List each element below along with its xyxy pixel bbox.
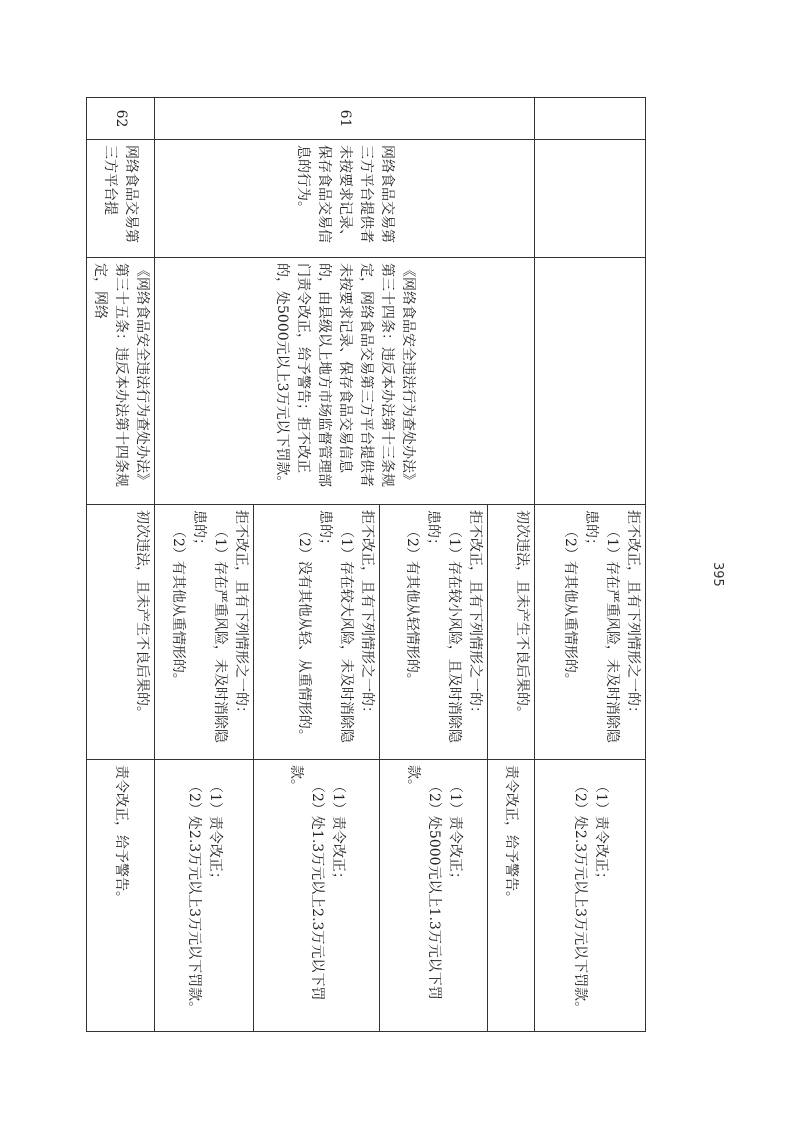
penalty-line: （1）责令改正； bbox=[447, 779, 463, 886]
circumstance-cell bbox=[87, 505, 155, 760]
table-row bbox=[535, 98, 646, 1032]
circumstance-line: 拒不改正，且有下列情形之一的： bbox=[467, 510, 483, 720]
behavior-cell bbox=[87, 140, 155, 258]
penalty-line: （2）处2.3万元以上3万元以下罚款。 bbox=[186, 779, 202, 1016]
penalty-cell bbox=[155, 760, 254, 1032]
circumstance-line: （2）有其他从重情形的。 bbox=[562, 524, 578, 687]
row-number-cell bbox=[535, 98, 646, 140]
penalty-line: （1）责令改正； bbox=[207, 779, 223, 886]
behavior-text: 网络食品交易第三方平台提供者未按要求记录、保存食品交易信息的行为。 bbox=[295, 145, 395, 243]
circumstance-line: （1）存在较小风险，且及时消除隐患的； bbox=[425, 510, 462, 743]
penalty-cell bbox=[535, 760, 646, 1032]
page-number: 395 bbox=[710, 562, 725, 587]
penalty-cell bbox=[254, 760, 380, 1032]
basis-cell bbox=[155, 258, 535, 505]
circumstance-cell bbox=[535, 505, 646, 760]
penalty-line: （2）处5000元以上1.3万元以下罚款。 bbox=[405, 765, 442, 1000]
rotated-table-wrapper bbox=[92, 97, 646, 1031]
circumstance-line: 拒不改正，且有下列情形之一的： bbox=[233, 510, 249, 720]
circumstance-line: （1）存在严重风险，未及时消除隐患的； bbox=[191, 510, 228, 743]
penalty-line: （1）责令改正； bbox=[330, 779, 346, 886]
penalty-line: （1）责令改正； bbox=[593, 779, 609, 886]
table-row bbox=[488, 98, 535, 1032]
circumstance-line: （2）有其他从轻情形的。 bbox=[404, 524, 420, 687]
circumstance-cell bbox=[155, 505, 254, 760]
penalty-line: （2）处1.3万元以上2.3万元以下罚款。 bbox=[288, 765, 325, 1001]
basis-cell bbox=[87, 258, 155, 505]
circumstance-line: （2）没有其他从轻、从重情形的。 bbox=[296, 524, 312, 743]
penalty-line: （2）处2.3万元以上3万元以下罚款。 bbox=[572, 779, 588, 1016]
circumstance-line: 拒不改正，且有下列情形之一的： bbox=[625, 510, 641, 720]
circumstance-line: 初次违法，且未产生不良后果的。 bbox=[514, 510, 530, 720]
circumstance-line: （1）存在较大风险，未及时消除隐患的； bbox=[317, 510, 354, 743]
penalty-cell bbox=[87, 760, 155, 1032]
circumstance-line: （2）有其他从重情形的。 bbox=[170, 524, 186, 687]
penalty-standard-table bbox=[86, 97, 646, 1032]
basis-cell bbox=[535, 258, 646, 505]
circumstance-cell bbox=[254, 505, 380, 760]
row-number-cell: 62 bbox=[87, 98, 155, 140]
penalty-cell bbox=[488, 760, 535, 1032]
table-row bbox=[87, 98, 155, 1032]
circumstance-line: 初次违法，且未产生不良后果的。 bbox=[134, 510, 150, 720]
basis-text: 《网络食品安全违法行为查处办法》第三十四条：违反本办法第十三条规定，网络食品交易第三方平台提供者未按要求记录、保存食品交易信息的，由县级以上地方市场监督管理部门责令改正，给予警告；拒不改正的，处5000元以上3万元以下罚款。 bbox=[274, 263, 416, 490]
behavior-cell bbox=[155, 140, 535, 258]
basis-text: 《网络食品安全违法行为查处办法》第三十五条：违反本办法第十四条规定，网络 bbox=[92, 263, 150, 487]
penalty-line: 责令改正，给予警告。 bbox=[503, 765, 520, 905]
circumstance-cell bbox=[380, 505, 488, 760]
circumstance-line: 拒不改正，且有下列情形之一的： bbox=[359, 510, 375, 720]
row-number-cell: 61 bbox=[155, 98, 535, 140]
circumstance-cell bbox=[488, 505, 535, 760]
behavior-cell bbox=[535, 140, 646, 258]
behavior-text: 网络食品交易第三方平台提 bbox=[102, 145, 140, 243]
penalty-cell bbox=[380, 760, 488, 1032]
penalty-line: 责令改正，给予警告。 bbox=[113, 765, 129, 905]
circumstance-line: （1）存在严重风险，未及时消除隐患的； bbox=[583, 510, 620, 743]
